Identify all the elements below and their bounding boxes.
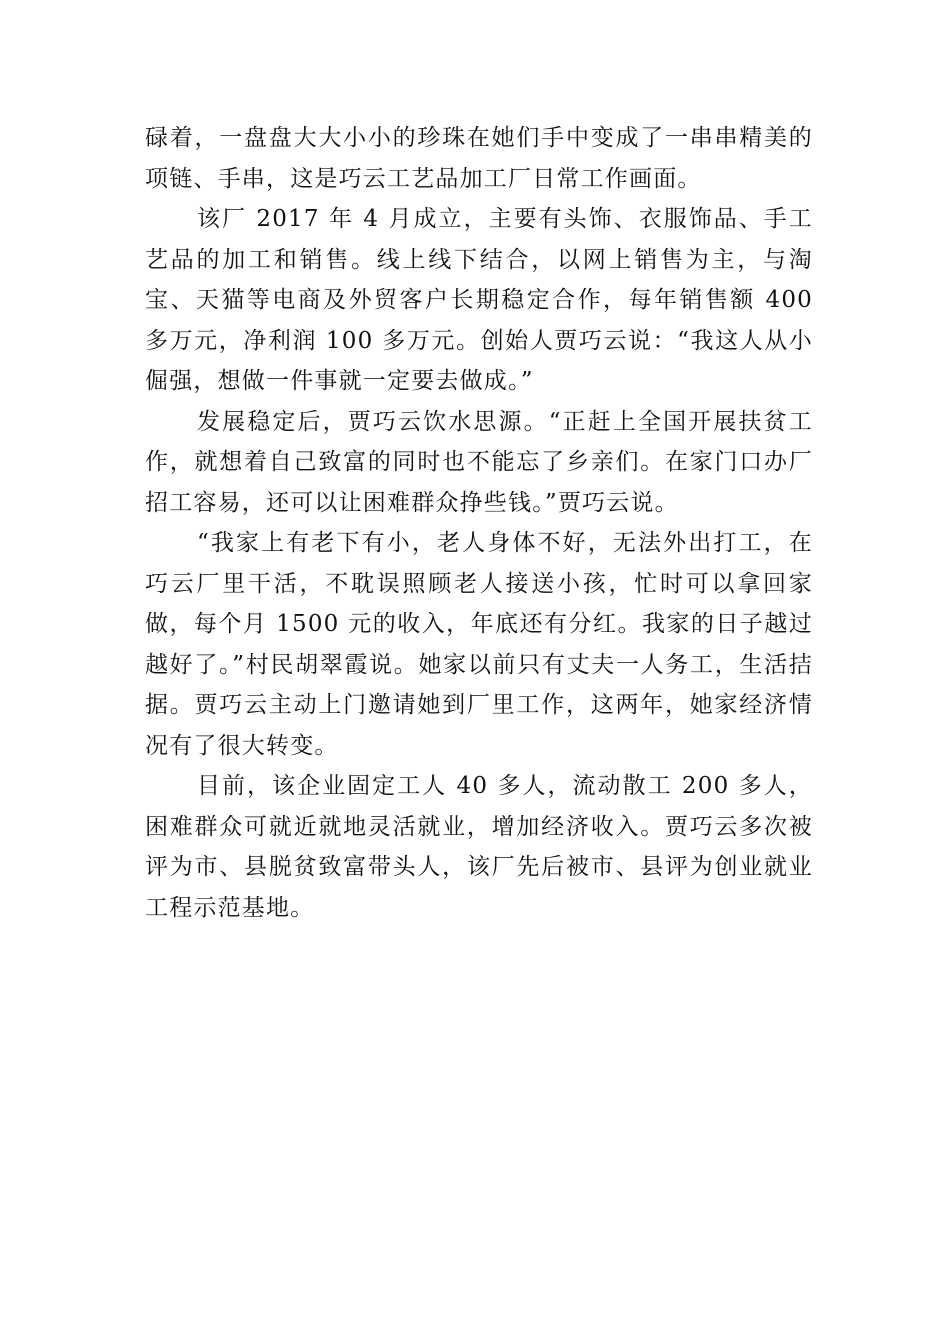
paragraph-4: “我家上有老下有小，老人身体不好，无法外出打工，在巧云厂里干活，不耽误照顾老人接送小孩，忙时可以拿回家做，每个月 1500 元的收入，年底还有分红。我家的日子越过越好了。”村民胡翠霞说。她家以前只有丈夫一人务工，生活拮据。贾巧云主动上门邀请她到厂里工作，这两年，她家经济情况有了很大转变。 [145, 530, 813, 759]
paragraph-2: 该厂 2017 年 4 月成立，主要有头饰、衣服饰品、手工艺品的加工和销售。线上线下结合，以网上销售为主，与淘宝、天猫等电商及外贸客户长期稳定合作，每年销售额 400 多万元，净利润 100 多万元。创始人贾巧云说：“我这人从小倔强，想做一件事就一定要去做成。” [145, 206, 813, 394]
paragraph-5: 目前，该企业固定工人 40 多人，流动散工 200 多人，困难群众可就近就地灵活就业，增加经济收入。贾巧云多次被评为市、县脱贫致富带头人，该厂先后被市、县评为创业就业工程示范基地。 [145, 773, 813, 921]
paragraph-1: 碌着，一盘盘大大小小的珍珠在她们手中变成了一串串精美的项链、手串，这是巧云工艺品加工厂日常工作画面。 [145, 125, 813, 192]
article-body [145, 118, 813, 928]
paragraph-3: 发展稳定后，贾巧云饮水思源。“正赶上全国开展扶贫工作，就想着自己致富的同时也不能忘了乡亲们。在家门口办厂招工容易，还可以让困难群众挣些钱。”贾巧云说。 [145, 408, 813, 516]
